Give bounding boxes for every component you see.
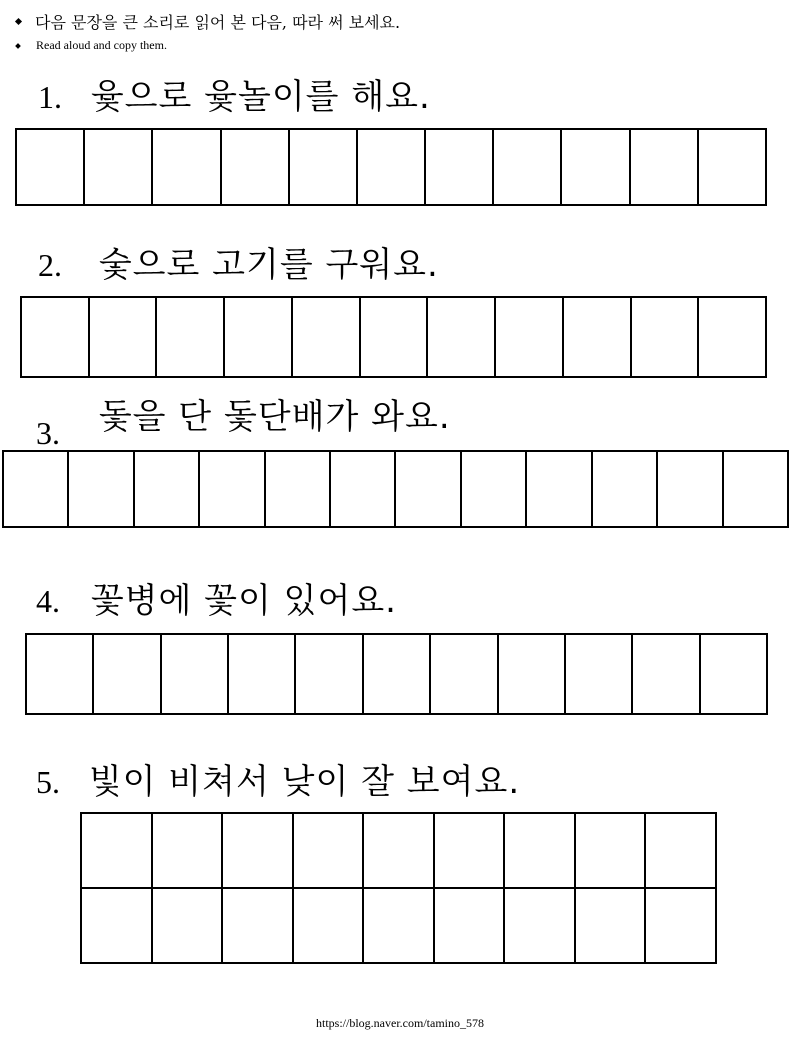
exercise-number: 3. <box>36 415 60 451</box>
writing-box <box>82 889 153 964</box>
writing-box <box>90 298 158 378</box>
exercise-text: 숯으로 고기를 구워요. <box>98 245 439 285</box>
exercise-text: 돛을 단 돛단배가 와요. <box>98 397 451 437</box>
writing-box <box>562 130 630 206</box>
writing-box <box>499 635 566 715</box>
writing-box <box>296 635 363 715</box>
writing-box <box>431 635 498 715</box>
writing-box <box>462 452 527 528</box>
writing-box <box>435 814 506 889</box>
writing-box <box>162 635 229 715</box>
writing-box <box>153 130 221 206</box>
writing-box <box>631 130 699 206</box>
writing-box <box>294 814 365 889</box>
exercise-2-writing-grid <box>20 296 767 378</box>
writing-box <box>593 452 658 528</box>
writing-box <box>27 635 94 715</box>
exercise-2-sentence <box>38 245 439 285</box>
writing-box <box>435 889 506 964</box>
exercise-1-writing-grid <box>15 128 767 206</box>
writing-box <box>646 889 717 964</box>
writing-box <box>69 452 134 528</box>
writing-box <box>331 452 396 528</box>
exercise-5-sentence <box>36 762 521 802</box>
writing-box <box>632 298 700 378</box>
writing-box <box>428 298 496 378</box>
exercise-5-writing-grid <box>80 812 717 964</box>
instruction-english <box>16 38 167 53</box>
writing-box <box>494 130 562 206</box>
writing-box <box>364 814 435 889</box>
writing-box <box>85 130 153 206</box>
bullet-icon <box>15 18 22 25</box>
writing-box <box>4 452 69 528</box>
writing-box <box>564 298 632 378</box>
writing-box <box>576 889 647 964</box>
exercise-number: 5. <box>36 764 60 800</box>
writing-box <box>699 298 767 378</box>
exercise-3-sentence <box>36 397 451 451</box>
writing-box <box>701 635 768 715</box>
writing-box <box>266 452 331 528</box>
writing-box <box>396 452 461 528</box>
writing-box <box>364 889 435 964</box>
writing-box <box>646 814 717 889</box>
writing-box <box>294 889 365 964</box>
source-url: https://blog.naver.com/tamino_578 <box>316 1016 484 1030</box>
writing-box <box>82 814 153 889</box>
writing-box <box>94 635 161 715</box>
writing-box <box>633 635 700 715</box>
exercise-3-writing-grid <box>2 450 789 528</box>
exercise-number: 4. <box>36 583 60 619</box>
writing-box <box>426 130 494 206</box>
writing-box <box>724 452 789 528</box>
writing-box <box>22 298 90 378</box>
writing-box <box>17 130 85 206</box>
writing-box <box>293 298 361 378</box>
instruction-korean <box>16 10 400 33</box>
writing-box <box>576 814 647 889</box>
exercise-text: 빛이 비쳐서 낮이 잘 보여요. <box>88 762 521 802</box>
exercise-4-sentence <box>36 581 397 621</box>
writing-box <box>222 130 290 206</box>
writing-box <box>290 130 358 206</box>
writing-box <box>364 635 431 715</box>
bullet-icon <box>15 43 21 49</box>
writing-box <box>566 635 633 715</box>
writing-box <box>223 814 294 889</box>
exercise-1-sentence <box>38 77 431 117</box>
writing-box <box>358 130 426 206</box>
writing-box <box>699 130 767 206</box>
writing-box <box>229 635 296 715</box>
exercise-number: 1. <box>38 79 62 115</box>
writing-box <box>223 889 294 964</box>
writing-box <box>153 889 224 964</box>
writing-box <box>200 452 265 528</box>
writing-box <box>527 452 592 528</box>
instruction-korean-text: 다음 문장을 큰 소리로 읽어 본 다음, 따라 써 보세요. <box>35 13 401 32</box>
writing-box <box>225 298 293 378</box>
exercise-4-writing-grid <box>25 633 768 715</box>
writing-box <box>505 889 576 964</box>
writing-box <box>361 298 429 378</box>
exercise-text: 꽃병에 꽃이 있어요. <box>90 581 397 621</box>
writing-box <box>505 814 576 889</box>
exercise-number: 2. <box>38 247 62 283</box>
instruction-english-text: Read aloud and copy them. <box>36 38 167 52</box>
writing-box <box>496 298 564 378</box>
writing-box <box>153 814 224 889</box>
exercise-text: 윷으로 윷놀이를 해요. <box>90 77 431 117</box>
writing-box <box>157 298 225 378</box>
writing-box <box>135 452 200 528</box>
writing-box <box>658 452 723 528</box>
